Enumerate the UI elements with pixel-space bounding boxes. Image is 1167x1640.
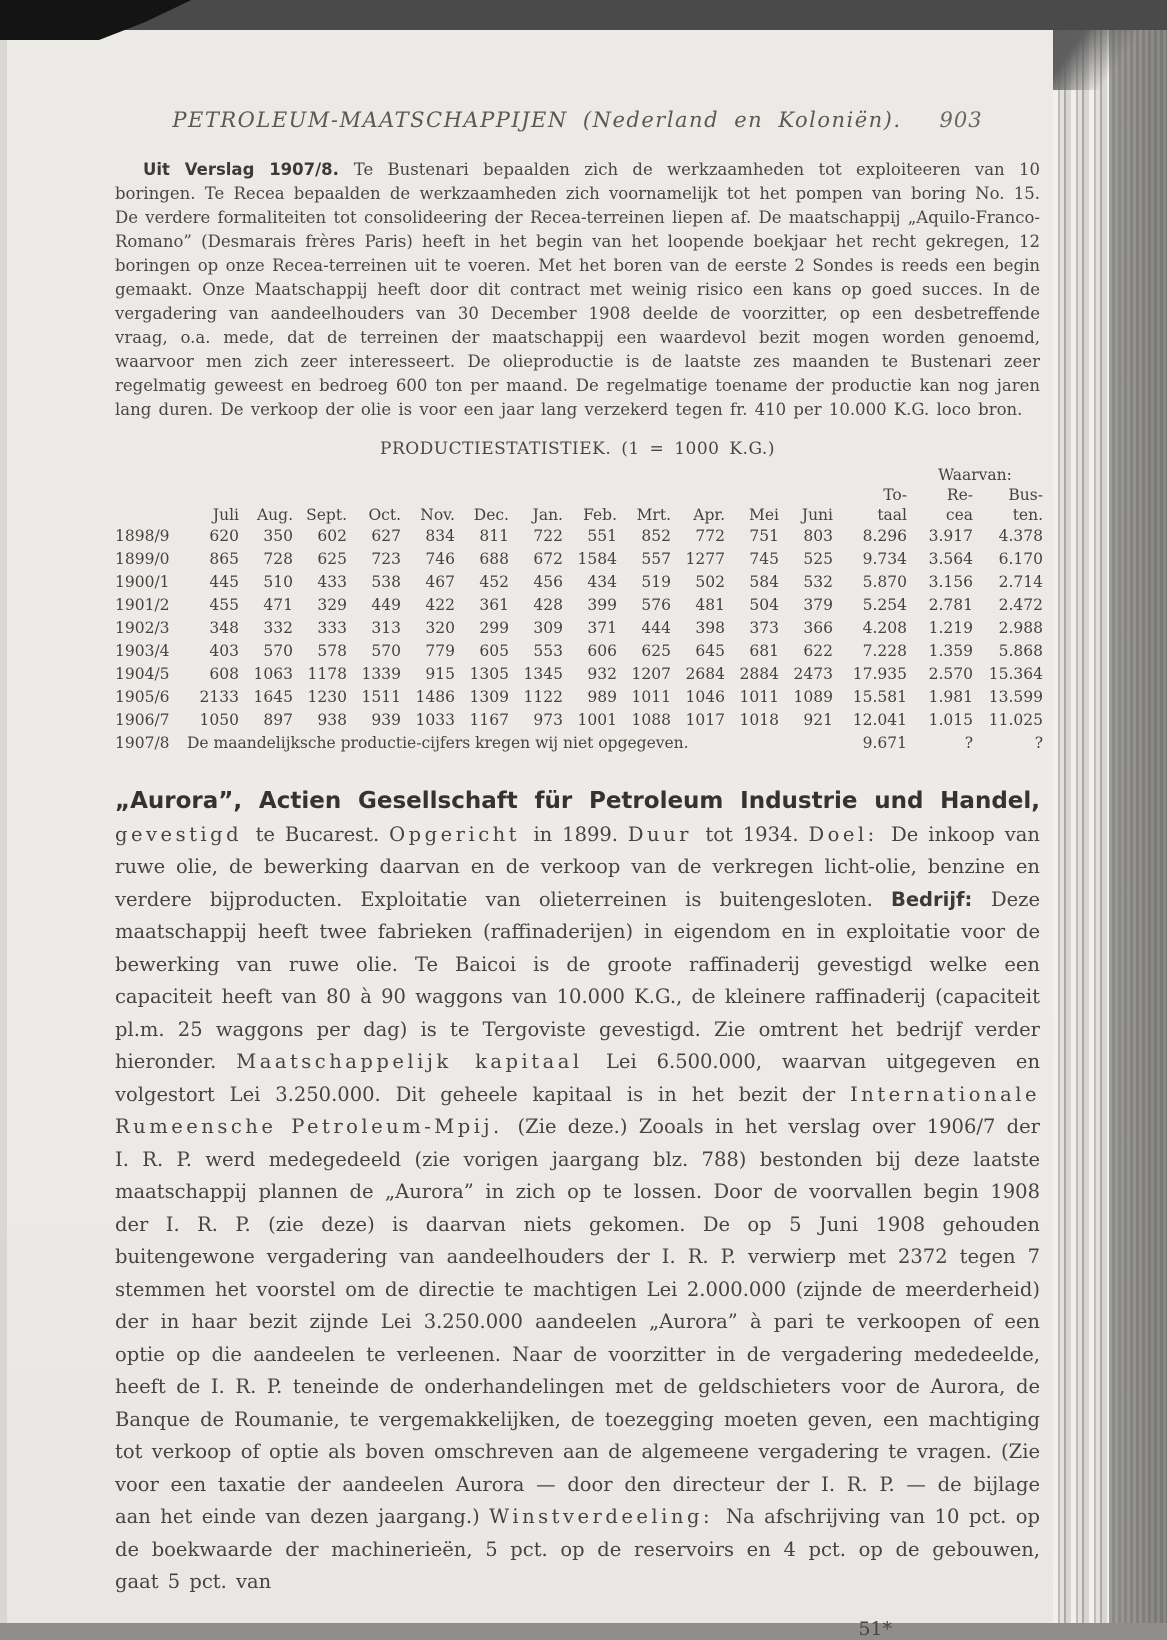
table-cell: 1178 [307,665,347,683]
text-segment: tot 1934. [705,822,809,846]
table-cell: 751 [749,527,779,545]
text-segment: Winstverdeeling: [489,1505,726,1528]
table-cell: 17.935 [852,665,907,683]
table-row [115,617,1043,640]
table-cell: 1088 [631,711,671,729]
text-segment: Bedrijf: [890,887,991,911]
running-head [115,108,1040,132]
table-cell: 444 [641,619,671,637]
row-year: 1903/4 [115,642,170,660]
table-cell: 2473 [793,665,833,683]
table-cell: 915 [425,665,455,683]
table-cell: ? [1034,734,1043,752]
text-segment: Doel: [808,822,892,846]
table-cell: 2684 [685,665,725,683]
table-cell: 11.025 [988,711,1043,729]
table-cell: 779 [425,642,455,660]
table-cell: 551 [587,527,617,545]
table-cell: 422 [425,596,455,614]
table-cell: 1167 [469,711,509,729]
table-cell: 371 [587,619,617,637]
table-cell: 455 [209,596,239,614]
table-cell: 722 [533,527,563,545]
table-cell: 570 [371,642,401,660]
table-cell: 4.208 [862,619,907,637]
table-cell: 602 [317,527,347,545]
table-cell: 1046 [685,688,725,706]
text-segment: in 1899. [533,822,628,846]
table-cell: 379 [803,596,833,614]
total-label-bottom: taal [877,506,907,524]
table-cell: 625 [317,550,347,568]
table-cell: 456 [533,573,563,591]
table-cell: 1050 [199,711,239,729]
table-cell: 1011 [739,688,779,706]
table-header [115,465,1043,525]
table-cell: 403 [209,642,239,660]
spacer-cell [115,485,833,505]
month-header: Jan. [532,506,563,524]
table-cell: 504 [749,596,779,614]
table-cell: 688 [479,550,509,568]
table-cell: 6.170 [998,550,1043,568]
row-year: 1900/1 [115,573,170,591]
table-cell: 9.671 [862,734,907,752]
table-cell: 921 [803,711,833,729]
table-cell: 803 [803,527,833,545]
table-cell: 1033 [415,711,455,729]
running-head-title: PETROLEUM-MAATSCHAPPIJEN (Nederland en Koloniën). [172,108,902,132]
row-year: 1898/9 [115,527,170,545]
table-cell: 897 [263,711,293,729]
table-cell: 1305 [469,665,509,683]
table-cell: 299 [479,619,509,637]
table-cell: 5.868 [998,642,1043,660]
text-segment: Opgericht [389,822,534,846]
table-cell: 811 [479,527,509,545]
table-cell: 1089 [793,688,833,706]
table-cell: 428 [533,596,563,614]
table-cell: 1122 [523,688,563,706]
table-cell: 1511 [361,688,401,706]
text-segment: te Bucarest. [255,822,390,846]
table-cell: 576 [641,596,671,614]
text-segment: Duur [627,822,706,846]
table-cell: 2.472 [998,596,1043,614]
table-cell: 8.296 [862,527,907,545]
month-header: Dec. [473,506,509,524]
table-cell: 606 [587,642,617,660]
text-segment: (Zie deze.) Zooals in het verslag over 1906/7 der I. R. P. werd medegedeeld (zie vorigen jaargang blz. 788) bestonden bij deze laatste maatschappij plannen de „Aurora” in zich op te lossen. Door de voorvallen begin 1908 der I. R. P. (zie deze) is daarvan niets gekomen. De op 5 Juni 1908 gehouden buitengewone vergadering van aandeelhouders der I. R. P. verwierp met 2372 tegen 7 stemmen het voorstel om de directie te machtigen Lei 2.000.000 (zijnde de meerderheid) der in haar bezit zijnde Lei 3.250.000 aandeelen „Aurora” à pari te verkoopen of een optie op die aandeelen te verleenen. Naar de voorzitter in de vergadering mededeelde, heeft de I. R. P. teneinde de onderhandelingen met de geldschieters voor de Aurora, de Banque de Roumanie, te vergemakkelijken, de toezegging moeten geven, een machtiging tot verkoop of optie als boven omschreven aan de algemeene vergadering te vragen. (Zie voor een taxatie der aandeelen Aurora — door den directeur der I. R. P. — de bijlage aan het einde van dezen jaargang.) [115,1115,1040,1528]
table-cell: 1339 [361,665,401,683]
table-cell: 15.581 [852,688,907,706]
table-header-waarvan-row [115,465,1043,485]
table-cell: 15.364 [988,665,1043,683]
text-segment: gevestigd [115,822,256,846]
aurora-section-paragraph [115,785,1040,1599]
table-cell: 1584 [577,550,617,568]
total-label-top: To- [883,486,907,504]
table-cell: 519 [641,573,671,591]
text-segment: Internationale Rumeensche Petroleum-Mpij. [115,1082,1040,1138]
table-cell: 366 [803,619,833,637]
table-cell: 1018 [739,711,779,729]
table-cell: 932 [587,665,617,683]
table-cell: 1277 [685,550,725,568]
table-cell: ? [964,734,973,752]
table-cell: 532 [803,573,833,591]
table-cell: 3.156 [928,573,973,591]
recea-label-bottom: cea [945,506,973,524]
book-cover-edge [1109,0,1167,1623]
table-row [115,525,1043,548]
table-cell: 608 [209,665,239,683]
table-cell: 570 [263,642,293,660]
table-cell: 1011 [631,688,671,706]
table-row [115,686,1043,709]
table-cell: 2133 [199,688,239,706]
month-header: Mei [748,506,779,524]
table-body [115,525,1043,755]
table-cell: 1.015 [928,711,973,729]
table-cell: 973 [533,711,563,729]
table-cell: 772 [695,527,725,545]
table-cell: 645 [695,642,725,660]
text-segment: Te Bustenari bepaalden zich de werkzaamheden tot exploiteeren van 10 boringen. Te Recea bepaalden de werkzaamheden zich voornamelijk tot het pompen van boring No. 15. De verdere formaliteiten tot consolideering der Recea-terreinen liepen af. De maatschappij „Aquilo-Franco-Romano” (Desmarais frères Paris) heeft in het begin van het loopende boekjaar het recht gekregen, 12 boringen op onze Recea-terreinen uit te voeren. Met het boren van de eerste 2 Sondes is reeds een begin gemaakt. Onze Maatschappij heeft door dit contract met weinig risico een kans op goed succes. In de vergadering van aandeelhouders van 30 December 1908 deelde de voorzitter, op een desbetreffende vraag, o.a. mede, dat de terreinen der maatschappij een waardevol bezit mogen worden genoemd, waarvoor men zich zeer interesseert. De olieproductie is de laatste zes maanden te Bustenari zeer regelmatig geweest en bedroeg 600 ton per maand. De regelmatige toename der productie kan nog jaren lang duren. De verkoop der olie is voor een jaar lang verzekerd tegen fr. 410 per 10.000 K.G. loco bron. [115,160,1040,419]
table-cell: 584 [749,573,779,591]
table-cell: 3.917 [928,527,973,545]
table-cell: 350 [263,527,293,545]
table-cell: 1345 [523,665,563,683]
busten-label-top: Bus- [1008,486,1043,504]
table-row [115,732,1043,755]
page-number: 903 [939,108,983,132]
waarvan-label: Waarvan: [938,466,1012,484]
busten-label-bottom: ten. [1012,506,1043,524]
table-cell: 578 [317,642,347,660]
table-cell: 471 [263,596,293,614]
month-header: Nov. [420,506,455,524]
page-left-edge-shadow [0,28,7,1623]
table-cell: 449 [371,596,401,614]
table-cell: 627 [371,527,401,545]
recea-label-top: Re- [946,486,973,504]
table-cell: 361 [479,596,509,614]
table-cell: 320 [425,619,455,637]
table-cell: 481 [695,596,725,614]
report-paragraph [115,158,1040,422]
table-cell: 1.219 [928,619,973,637]
row-year: 1905/6 [115,688,170,706]
table-cell: 398 [695,619,725,637]
table-row [115,709,1043,732]
table-cell: 1230 [307,688,347,706]
text-segment: Na afschrijving van 10 pct. op de boekwaarde der machinerieën, 5 pct. op de reservoirs en 4 pct. op de gebouwen, gaat 5 pct. van [115,1505,1040,1593]
month-header: Oct. [368,506,401,524]
table-cell: 672 [533,550,563,568]
text-segment: Uit Verslag 1907/8. [143,160,354,179]
page-content [115,0,1043,1640]
year-column-header [115,505,185,525]
production-table [115,465,1043,755]
table-cell: 1.981 [928,688,973,706]
table-header-top-row [115,485,1043,505]
table-cell: 1486 [415,688,455,706]
table-cell: 1309 [469,688,509,706]
table-cell: 1207 [631,665,671,683]
table-row [115,640,1043,663]
table-cell: 5.254 [862,596,907,614]
table-cell: 2.781 [928,596,973,614]
table-cell: 452 [479,573,509,591]
row-year: 1904/5 [115,665,170,683]
month-header: Sept. [306,506,347,524]
table-cell: 525 [803,550,833,568]
row-year: 1899/0 [115,550,170,568]
table-cell: 553 [533,642,563,660]
table-cell: 989 [587,688,617,706]
table-cell: 2.570 [928,665,973,683]
table-cell: 333 [317,619,347,637]
table-cell: 433 [317,573,347,591]
row-year: 1902/3 [115,619,170,637]
month-header: Feb. [583,506,617,524]
table-cell: 332 [263,619,293,637]
table-cell: 13.599 [988,688,1043,706]
table-cell: 939 [371,711,401,729]
table-cell: 852 [641,527,671,545]
table-note: De maandelijksche productie-cijfers kregen wij niet opgegeven. [187,734,689,752]
month-header: Apr. [693,506,725,524]
table-cell: 625 [641,642,671,660]
table-cell: 313 [371,619,401,637]
row-year: 1906/7 [115,711,170,729]
table-cell: 622 [803,642,833,660]
table-cell: 1001 [577,711,617,729]
table-cell: 348 [209,619,239,637]
table-cell: 557 [641,550,671,568]
table-cell: 723 [371,550,401,568]
table-cell: 1645 [253,688,293,706]
table-cell: 938 [317,711,347,729]
table-row [115,594,1043,617]
stats-unit-note: (1 = 1000 K.G.) [621,439,775,459]
table-cell: 4.378 [998,527,1043,545]
table-cell: 329 [317,596,347,614]
stats-heading-title: PRODUCTIESTATISTIEK. [380,439,612,459]
table-cell: 2.988 [998,619,1043,637]
text-segment: Lei 6.500.000, waarvan uitgegeven en volgestort Lei 3.250.000. Dit geheele kapitaal is in het bezit der [115,1050,1040,1106]
table-cell: 728 [263,550,293,568]
month-header: Juni [801,506,833,524]
table-cell: 865 [209,550,239,568]
table-cell: 745 [749,550,779,568]
table-cell: 309 [533,619,563,637]
table-cell: 2884 [739,665,779,683]
text-segment: De inkoop van ruwe olie, de bewerking daarvan en de verkoop van de verkregen licht-olie, benzine en verdere bijproducten. Exploitatie van olieterreinen is buitengesloten. [115,822,1040,911]
table-row [115,663,1043,686]
row-year: 1907/8 [115,734,170,752]
row-year: 1901/2 [115,596,170,614]
printer-signature: 51* [858,1618,892,1640]
text-segment: Deze maatschappij heeft twee fabrieken (raffinaderijen) in eigendom en in exploitatie voor de bewerking van ruwe olie. Te Baicoi is de groote raffinaderij gevestigd welke een capaciteit heeft van 80 à 90 waggons van 10.000 K.G., de kleinere raffinaderij (capaciteit pl.m. 25 waggons per dag) is te Tergoviste gevestigd. Zie omtrent het bedrijf verder hieronder. [115,887,1040,1073]
table-cell: 5.870 [862,573,907,591]
table-cell: 9.734 [862,550,907,568]
table-cell: 1017 [685,711,725,729]
table-cell: 834 [425,527,455,545]
table-cell: 467 [425,573,455,591]
table-cell: 434 [587,573,617,591]
spacer-cell [115,465,907,485]
table-cell: 12.041 [852,711,907,729]
table-cell: 7.228 [862,642,907,660]
table-cell: 1063 [253,665,293,683]
text-segment: „Aurora”, Actien Gesellschaft für Petroleum Industrie und Handel, [115,788,1040,814]
table-cell: 605 [479,642,509,660]
book-page-stack-edges [1053,10,1109,1623]
table-cell: 399 [587,596,617,614]
table-cell: 746 [425,550,455,568]
table-row [115,571,1043,594]
table-month-header-row [115,505,1043,525]
text-segment: Maatschappelijk kapitaal [236,1050,606,1073]
month-header: Mrt. [636,506,671,524]
table-cell: 1.359 [928,642,973,660]
month-header: Juli [212,506,239,524]
stats-heading [115,439,1040,459]
table-cell: 620 [209,527,239,545]
table-cell: 681 [749,642,779,660]
table-cell: 502 [695,573,725,591]
table-cell: 538 [371,573,401,591]
table-cell: 3.564 [928,550,973,568]
table-cell: 445 [209,573,239,591]
month-header: Aug. [256,506,293,524]
table-cell: 2.714 [998,573,1043,591]
table-cell: 373 [749,619,779,637]
table-row [115,548,1043,571]
table-cell: 510 [263,573,293,591]
